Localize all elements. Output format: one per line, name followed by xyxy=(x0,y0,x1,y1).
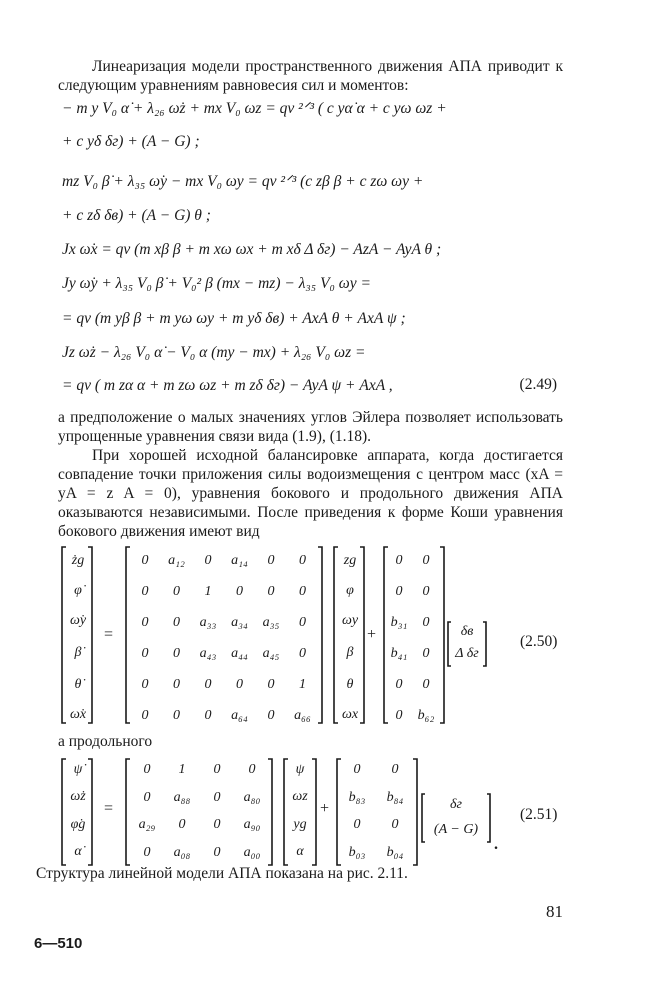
x-251-cell: yg xyxy=(293,817,307,832)
matrix-cell: 0 xyxy=(213,844,221,860)
matrix-cell: 0 xyxy=(213,817,221,832)
matrix-cell: 0 xyxy=(141,615,149,630)
lhs-250-cell: θ̇ xyxy=(74,677,82,692)
matrix-cell: 0 xyxy=(248,762,256,777)
matrix-cell: 0 xyxy=(391,762,399,777)
equation-number-2-49: (2.49) xyxy=(519,376,557,393)
matrix-cell: 0 xyxy=(173,615,180,630)
x-250-cell: β xyxy=(346,645,354,660)
equals-sign-250: = xyxy=(104,626,114,643)
matrix-cell: 0 xyxy=(299,584,306,599)
matrix-cell: 0 xyxy=(178,817,186,832)
plus-sign-251: + xyxy=(320,800,330,817)
paragraph-balance: При хорошей исходной балансировке аппарата, когда достигается совпадение точки приложения силы водоизмещения с центром масс (xA = yA = z A = 0), уравнения бокового и продольного движения АПА оказываются независимыми. После приведения к форме Коши уравнения бокового движения имеют вид xyxy=(58,447,563,540)
x-251-cell: ωz xyxy=(292,789,308,804)
lhs-250-cell: φ̇ xyxy=(74,583,82,598)
matrix-cell: 0 xyxy=(173,584,180,599)
x-250-cell: zg xyxy=(343,553,357,568)
matrix-cell: a₀₀ xyxy=(243,844,261,860)
matrix-cell: 0 xyxy=(299,646,306,661)
matrix-cell: a₆₆ xyxy=(294,708,311,723)
matrix-cell: 0 xyxy=(391,817,399,832)
page-number: 81 xyxy=(546,902,563,921)
matrix-cell: 0 xyxy=(395,677,403,692)
label-longitudinal: а продольного xyxy=(58,733,153,750)
matrix-cell: a₃₄ xyxy=(231,615,248,630)
matrix-cell: a₈₈ xyxy=(173,789,191,805)
matrix-cell: a₁₄ xyxy=(231,553,248,568)
matrix-cell: a₃₅ xyxy=(262,615,280,630)
x-250-cell: θ xyxy=(346,677,354,692)
lhs-250-cell: ω̇y xyxy=(69,613,87,628)
lhs-251-cell: α̇ xyxy=(74,844,82,859)
matrix-cell: 0 xyxy=(236,584,243,599)
closing-line: Структура линейной модели АПА показана на рис. 2.11. xyxy=(36,865,408,882)
matrix-cell: 0 xyxy=(267,677,275,692)
matrix-cell: 0 xyxy=(422,584,430,599)
matrix-cell: 0 xyxy=(353,762,361,777)
matrix-cell: 0 xyxy=(204,677,212,692)
matrix-cell: 0 xyxy=(141,646,149,661)
matrix-cell: 0 xyxy=(204,553,212,568)
matrix-cell: 0 xyxy=(395,553,403,568)
matrix-cell: b₃₁ xyxy=(390,615,408,630)
matrix-cell: a₁₂ xyxy=(168,553,185,568)
matrix-cell: 0 xyxy=(422,677,430,692)
matrix-cell: a₄₅ xyxy=(262,646,280,661)
matrix-cell: a₉₀ xyxy=(243,817,261,832)
matrix-cell: a₄₃ xyxy=(199,646,217,661)
matrix-cell: 0 xyxy=(299,615,306,630)
matrix-cell: a₄₄ xyxy=(231,646,248,661)
equals-sign-251: = xyxy=(104,800,114,817)
matrix-cell: 0 xyxy=(213,789,221,805)
x-250-cell: ωx xyxy=(341,707,359,722)
matrix-cell: 0 xyxy=(213,762,221,777)
lhs-251-cell: φ̇g xyxy=(70,817,86,832)
equation-line-5: Jx ω̇x = qv (m xβ β + m xω ωx + m xδ Δ δг) − AzA − AyA θ ; xyxy=(62,241,442,258)
matrix-cell: a₈₀ xyxy=(243,789,261,805)
matrix-cell: 1 xyxy=(299,677,306,692)
matrix-cell: b₈₄ xyxy=(386,789,404,805)
paragraph-euler: а предположение о малых значениях углов Эйлера позволяет использовать упрощенные уравнения связи вида (1.9), (1.18). xyxy=(58,409,563,445)
equation-line-7: = qv (m yβ β + m yω ωy + m yδ δв) + AxA θ + AxA ψ ; xyxy=(62,310,406,327)
equation-number-2-50: (2.50) xyxy=(520,633,558,650)
equation-line-1: − m y V₀ α̇ + λ₂₆ ω̇z + mx V₀ ωz = qv ²ᐟ³ ( c yα̇ α + c yω ωz + xyxy=(62,100,447,117)
u-251-cell: (A − G) xyxy=(433,822,479,837)
matrix-cell: 0 xyxy=(422,615,430,630)
x-250-cell: φ xyxy=(346,583,354,598)
equation-line-9: = qv ( m zα α + m zω ωz + m zδ δг) − AyA ψ + AxA , xyxy=(62,377,393,394)
matrix-cell: 0 xyxy=(422,553,430,568)
matrix-cell: 0 xyxy=(173,646,180,661)
intro-paragraph: Линеаризация модели пространственного движения АПА приводит к следующим уравнениям равновесия сил и моментов: xyxy=(58,58,563,94)
matrix-cell: 0 xyxy=(143,844,151,860)
final-dot: . xyxy=(494,836,498,853)
equation-number-2-51: (2.51) xyxy=(520,806,558,823)
lhs-250-cell: ω̇x xyxy=(69,707,87,722)
lhs-251-cell: ψ̇ xyxy=(73,762,83,777)
matrix-cell: 0 xyxy=(395,708,403,723)
x-250-cell: ωy xyxy=(341,613,359,628)
plus-sign-250: + xyxy=(367,626,377,643)
matrix-cell: 0 xyxy=(353,817,361,832)
equation-line-4: + c zδ δв) + (A − G) θ ; xyxy=(62,207,211,224)
matrix-cell: b₄₁ xyxy=(390,646,408,661)
matrix-cell: 0 xyxy=(204,708,212,723)
lhs-250-cell: β̇ xyxy=(74,645,82,660)
matrix-cell: 0 xyxy=(141,584,149,599)
matrix-cell: 0 xyxy=(141,677,149,692)
matrix-cell: 0 xyxy=(173,677,180,692)
matrix-cell: 0 xyxy=(141,708,149,723)
matrix-cell: 0 xyxy=(143,789,151,805)
matrix-cell: 0 xyxy=(395,584,403,599)
lhs-251-cell: ω̇z xyxy=(70,789,86,804)
matrix-cell: 0 xyxy=(141,553,149,568)
matrix-cell: 0 xyxy=(267,584,275,599)
u-250-cell: Δ δг xyxy=(455,646,479,661)
equation-line-8: Jz ω̇z − λ₂₆ V₀ α̇ − V₀ α (my − mx) + λ₂₆ V₀ ωz = xyxy=(62,344,366,361)
matrix-cell: a₆₄ xyxy=(231,708,248,723)
u-251-cell: δг xyxy=(450,797,462,812)
matrix-cell: a₀₈ xyxy=(173,844,191,860)
footer-signature: 6—510 xyxy=(34,935,83,952)
matrix-cell: 0 xyxy=(267,708,275,723)
equation-line-2: + c yδ δг) + (A − G) ; xyxy=(62,133,200,150)
matrix-cell: b₆₂ xyxy=(417,708,435,723)
equation-line-6: Jy ω̇y + λ₃₅ V₀ β̇ + V₀² β (mx − mz) − λ₃₅ V₀ ωy = xyxy=(62,275,371,292)
matrix-cell: 0 xyxy=(173,708,180,723)
matrix-cell: 1 xyxy=(204,584,212,599)
matrix-cell: 0 xyxy=(422,646,430,661)
u-250-cell: δв xyxy=(460,624,474,639)
lhs-250-cell: żg xyxy=(71,553,85,568)
matrix-cell: 0 xyxy=(143,762,151,777)
matrix-cell: 0 xyxy=(267,553,275,568)
matrix-cell: b₀₃ xyxy=(348,844,366,860)
x-251-cell: ψ xyxy=(295,762,305,777)
matrix-cell: 1 xyxy=(178,762,186,777)
matrix-cell: 0 xyxy=(299,553,306,568)
matrix-cell: a₂₉ xyxy=(138,817,156,832)
matrix-cell: 0 xyxy=(236,677,243,692)
matrix-cell: b₈₃ xyxy=(348,789,366,805)
equation-line-3: mz V₀ β̇ + λ₃₅ ω̇y − mx V₀ ωy = qv ²ᐟ³ (c zβ β + c zω ωy + xyxy=(62,173,424,190)
x-251-cell: α xyxy=(296,844,304,859)
matrix-cell: a₃₃ xyxy=(199,615,217,630)
matrix-cell: b₀₄ xyxy=(386,844,404,860)
